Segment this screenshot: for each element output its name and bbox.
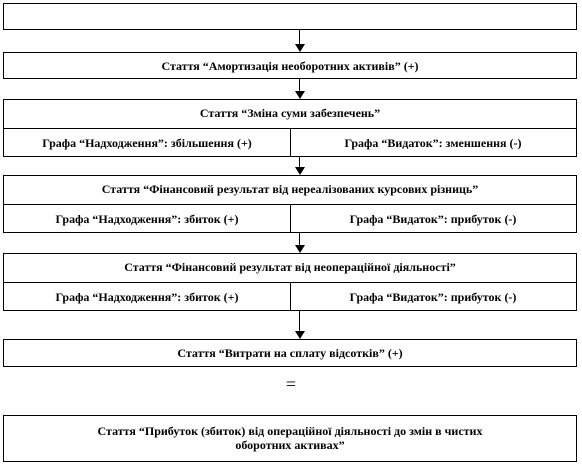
amortization-label: Стаття “Амортизація необоротних активів” (+): [161, 59, 419, 73]
fx-result-box: [3, 175, 577, 233]
flow-arrow-2: [295, 79, 305, 99]
nonop-result-split-row: [4, 282, 576, 311]
flow-arrow-5: [295, 311, 305, 339]
operating-profit-line-2: оборотних активах”: [235, 438, 345, 452]
provisions-outflow-cell: Графа “Видаток”: зменшення (-): [344, 136, 522, 150]
nonop-result-box: [3, 253, 577, 311]
flow-arrow-4: [295, 233, 305, 253]
fx-result-outflow-cell: Графа “Видаток”: прибуток (-): [349, 212, 517, 226]
provisions-box: [3, 99, 577, 157]
flow-arrow-1: [295, 30, 305, 52]
interest-box: [3, 339, 577, 367]
provisions-title: Стаття “Зміна суми забезпечень”: [199, 106, 381, 120]
top-empty-box: [3, 3, 577, 30]
nonop-result-inflow-cell: Графа “Надходження”: збиток (+): [4, 283, 291, 311]
nonop-result-outflow-cell: Графа “Видаток”: прибуток (-): [349, 290, 517, 304]
interest-label: Стаття “Витрати на сплату відсотків” (+): [177, 346, 403, 360]
provisions-inflow-cell: Графа “Надходження”: збільшення (+): [4, 129, 291, 157]
fx-result-title: Стаття “Фінансовий результат від нереалізованих курсових різниць”: [101, 182, 479, 196]
nonop-result-title: Стаття “Фінансовий результат від неопераційної діяльності”: [124, 260, 456, 274]
operating-profit-label: [4, 424, 576, 452]
fx-result-inflow-cell: Графа “Надходження”: збиток (+): [4, 205, 291, 233]
fx-result-split-row: [4, 204, 576, 233]
provisions-split-row: [4, 128, 576, 157]
amortization-box: [3, 52, 577, 79]
equals-sign: =: [285, 374, 297, 394]
flow-arrow-3: [295, 157, 305, 175]
operating-profit-box: [3, 415, 577, 462]
operating-profit-line-1: Стаття “Прибуток (збиток) від операційної діяльності до змін в чистих: [97, 424, 483, 438]
